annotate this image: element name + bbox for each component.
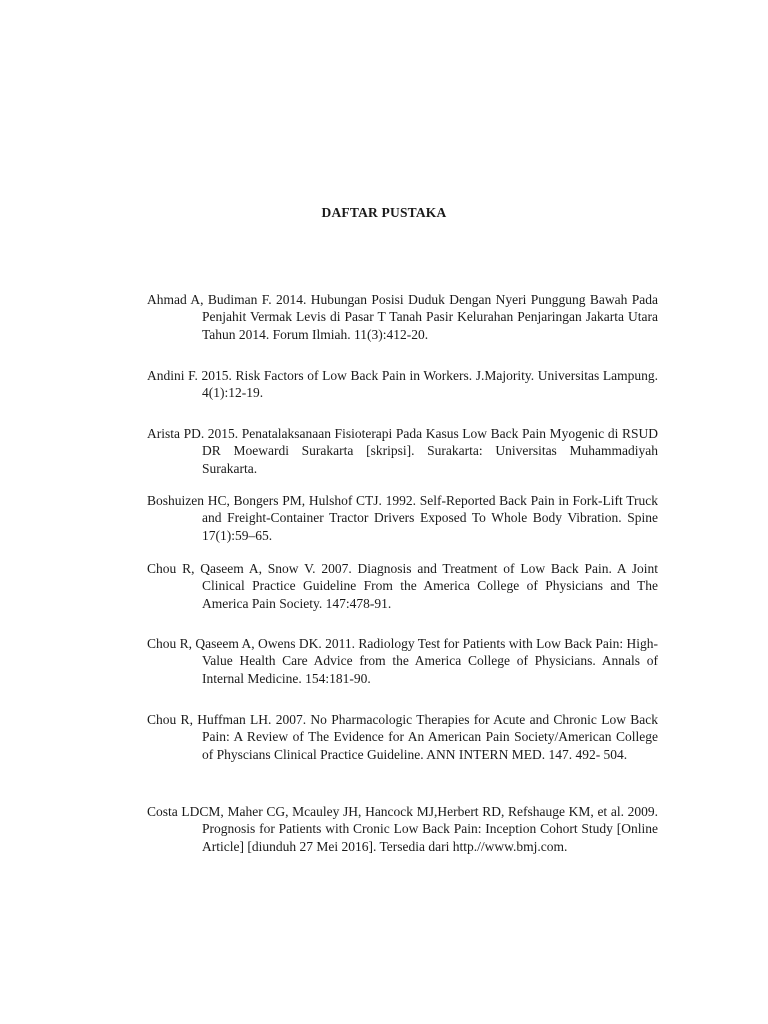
- reference-entry: Chou R, Qaseem A, Snow V. 2007. Diagnosis and Treatment of Low Back Pain. A Joint Clinical Practice Guideline From the America College of Physicians and The America Pain Society. 147:478-91.: [147, 561, 658, 611]
- reference-entry: Chou R, Huffman LH. 2007. No Pharmacologic Therapies for Acute and Chronic Low Back Pain: A Review of The Evidence for An American Pain Society/American College of Physcians Clinical Practice Guideline. ANN INTERN MED. 147. 492- 504.: [147, 712, 658, 762]
- reference-entry: Costa LDCM, Maher CG, Mcauley JH, Hancock MJ,Herbert RD, Refshauge KM, et al. 2009. Prognosis for Patients with Cronic Low Back Pain: Inception Cohort Study [Online Article] [diunduh 27 Mei 2016]. Tersedia dari http.//www.bmj.com.: [147, 804, 658, 854]
- reference-entry: Boshuizen HC, Bongers PM, Hulshof CTJ. 1992. Self-Reported Back Pain in Fork-Lift Truck and Freight-Container Tractor Drivers Exposed To Whole Body Vibration. Spine 17(1):59–65.: [147, 493, 658, 543]
- page-title: DAFTAR PUSTAKA: [321, 205, 447, 220]
- reference-entry: Arista PD. 2015. Penatalaksanaan Fisioterapi Pada Kasus Low Back Pain Myogenic di RSUD DR Moewardi Surakarta [skripsi]. Surakarta: Universitas Muhammadiyah Surakarta.: [147, 426, 658, 476]
- reference-entry: Andini F. 2015. Risk Factors of Low Back Pain in Workers. J.Majority. Universitas Lampung. 4(1):12-19.: [147, 368, 658, 401]
- reference-entry: Chou R, Qaseem A, Owens DK. 2011. Radiology Test for Patients with Low Back Pain: High-Value Health Care Advice from the America College of Physicians. Annals of Internal Medicine. 154:181-90.: [147, 636, 658, 686]
- reference-entry: Ahmad A, Budiman F. 2014. Hubungan Posisi Duduk Dengan Nyeri Punggung Bawah Pada Penjahit Vermak Levis di Pasar T Tanah Pasir Kelurahan Penjaringan Jakarta Utara Tahun 2014. Forum Ilmiah. 11(3):412-20.: [147, 292, 658, 342]
